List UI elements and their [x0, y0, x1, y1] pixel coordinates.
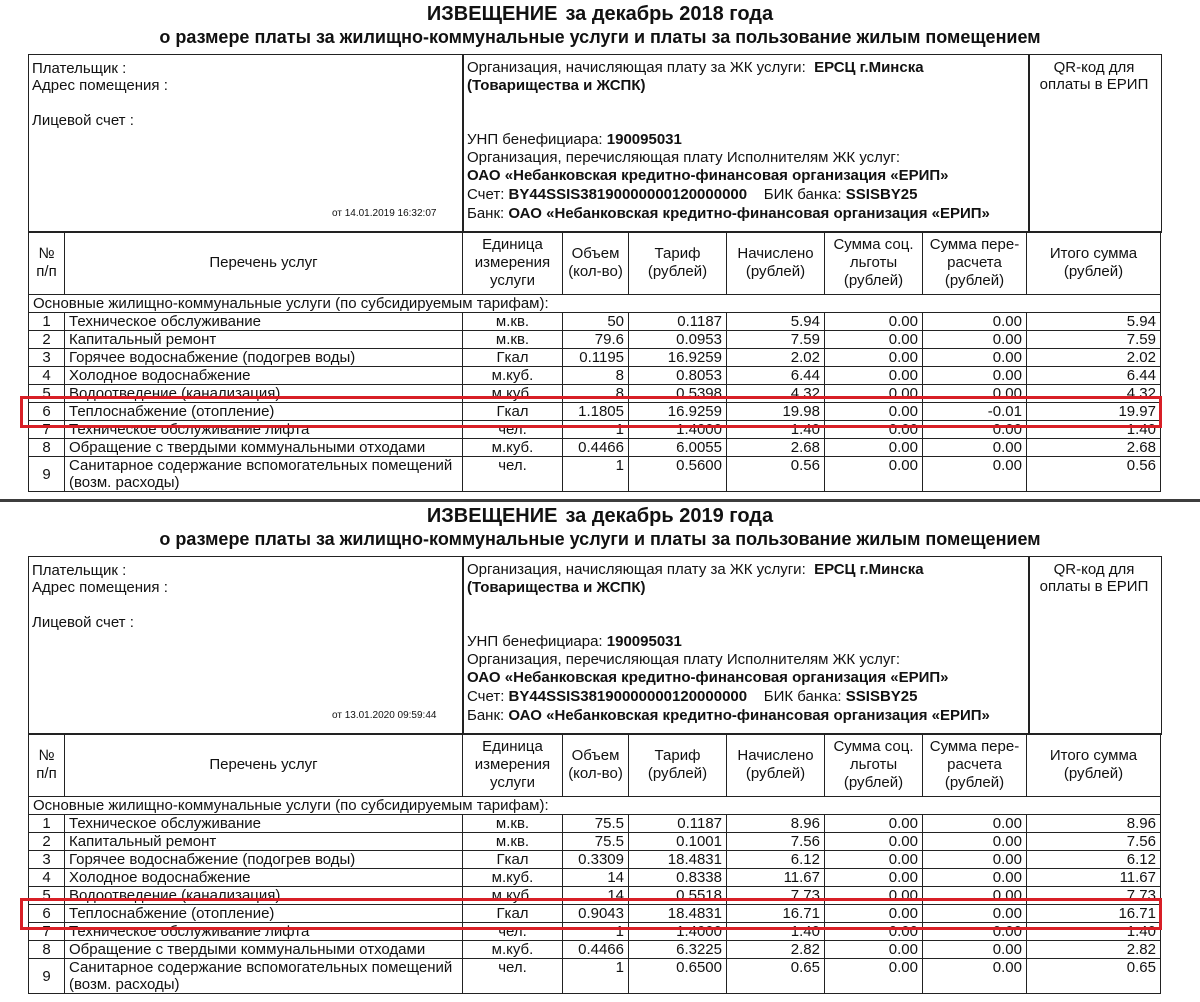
charged: 8.96 [727, 815, 825, 833]
org2-name: ОАО «Небанковская кредитно-финансовая организация «ЕРИП» [467, 167, 949, 184]
charged: 7.73 [727, 887, 825, 905]
qr-label: QR-код для оплаты в ЕРИП [1039, 59, 1149, 93]
recalculation: 0.00 [923, 457, 1027, 492]
unit: чел. [463, 457, 563, 492]
recalculation: 0.00 [923, 421, 1027, 439]
recalculation: 0.00 [923, 923, 1027, 941]
total: 2.82 [1027, 941, 1161, 959]
unit: м.кв. [463, 313, 563, 331]
tariff: 1.4000 [629, 923, 727, 941]
header-cell: Итого сумма (рублей) [1027, 232, 1161, 295]
recalculation: 0.00 [923, 815, 1027, 833]
row-number: 4 [29, 367, 65, 385]
table-row [29, 869, 1161, 887]
social-benefit: 0.00 [825, 349, 923, 367]
charged: 16.71 [727, 905, 825, 923]
volume: 8 [563, 385, 629, 403]
recalculation: 0.00 [923, 439, 1027, 457]
account-label: Лицевой счет : [32, 614, 134, 631]
row-number: 5 [29, 385, 65, 403]
service-name: Санитарное содержание вспомогательных помещений (возм. расходы) [65, 457, 463, 492]
volume: 79.6 [563, 331, 629, 349]
charged: 5.94 [727, 313, 825, 331]
highlight-heating-row [20, 898, 1162, 930]
tariff: 1.4000 [629, 421, 727, 439]
volume: 1.1805 [563, 403, 629, 421]
org2-label: Организация, перечисляющая плату Исполнителям ЖК услуг: [467, 651, 901, 668]
org2-label: Организация, перечисляющая плату Исполнителям ЖК услуг: [467, 149, 901, 166]
service-name: Техническое обслуживание [65, 313, 463, 331]
total: 6.44 [1027, 367, 1161, 385]
row-number: 8 [29, 941, 65, 959]
recalculation: 0.00 [923, 905, 1027, 923]
total: 0.56 [1027, 457, 1161, 492]
service-name: Обращение с твердыми коммунальными отходами [65, 439, 463, 457]
notice-subtitle: о размере платы за жилищно-коммунальные услуги и платы за пользование жилым помещением [159, 529, 1041, 549]
unit: м.кв. [463, 833, 563, 851]
header-cell: Тариф (рублей) [629, 734, 727, 797]
tariff: 0.8053 [629, 367, 727, 385]
service-name: Теплоснабжение (отопление) [65, 905, 463, 923]
tariff: 0.8338 [629, 869, 727, 887]
row-number: 4 [29, 869, 65, 887]
social-benefit: 0.00 [825, 869, 923, 887]
volume: 75.5 [563, 833, 629, 851]
social-benefit: 0.00 [825, 815, 923, 833]
charged: 7.59 [727, 331, 825, 349]
table-row [29, 331, 1161, 349]
volume: 8 [563, 367, 629, 385]
account-no-line: Счет: BY44SSIS38190000000120000000 БИК банка: SSISBY25 [467, 688, 918, 705]
charged: 1.40 [727, 421, 825, 439]
service-name: Водоотведение (канализация) [65, 887, 463, 905]
table-row [29, 313, 1161, 331]
volume: 1 [563, 421, 629, 439]
row-number: 8 [29, 439, 65, 457]
total: 6.12 [1027, 851, 1161, 869]
unit: чел. [463, 923, 563, 941]
bank-line: Банк: ОАО «Небанковская кредитно-финансовая организация «ЕРИП» [467, 707, 990, 724]
payer-label: Плательщик : [32, 562, 127, 579]
unit: м.куб. [463, 887, 563, 905]
row-number: 6 [29, 905, 65, 923]
recalculation: 0.00 [923, 851, 1027, 869]
address-label: Адрес помещения : [32, 579, 168, 596]
row-number: 3 [29, 851, 65, 869]
service-name: Теплоснабжение (отопление) [65, 403, 463, 421]
social-benefit: 0.00 [825, 439, 923, 457]
charged: 19.98 [727, 403, 825, 421]
social-benefit: 0.00 [825, 887, 923, 905]
unit: чел. [463, 959, 563, 994]
tariff: 0.1187 [629, 815, 727, 833]
total: 1.40 [1027, 421, 1161, 439]
timestamp: от 14.01.2019 16:32:07 [332, 208, 437, 219]
header-cell: Сумма пере-расчета (рублей) [923, 734, 1027, 797]
charged: 2.68 [727, 439, 825, 457]
recalculation: 0.00 [923, 331, 1027, 349]
notice-subtitle: о размере платы за жилищно-коммунальные услуги и платы за пользование жилым помещением [159, 27, 1041, 47]
social-benefit: 0.00 [825, 331, 923, 349]
social-benefit: 0.00 [825, 367, 923, 385]
header-cell: Итого сумма (рублей) [1027, 734, 1161, 797]
table-row [29, 959, 1161, 994]
service-name: Холодное водоснабжение [65, 367, 463, 385]
total: 7.56 [1027, 833, 1161, 851]
highlight-heating-row [20, 396, 1162, 428]
services-table [28, 733, 1161, 994]
social-benefit: 0.00 [825, 851, 923, 869]
total: 19.97 [1027, 403, 1161, 421]
row-number: 2 [29, 833, 65, 851]
social-benefit: 0.00 [825, 313, 923, 331]
charged: 6.12 [727, 851, 825, 869]
unit: м.куб. [463, 367, 563, 385]
notice-2018 [0, 0, 1200, 500]
row-number: 6 [29, 403, 65, 421]
recalculation: 0.00 [923, 385, 1027, 403]
services-table [28, 231, 1161, 492]
unp-line: УНП бенефициара: 190095031 [467, 633, 682, 650]
service-name: Водоотведение (канализация) [65, 385, 463, 403]
header-cell: Единица измерения услуги [463, 734, 563, 797]
table-header-row [29, 734, 1161, 797]
total: 1.40 [1027, 923, 1161, 941]
tariff: 0.0953 [629, 331, 727, 349]
unit: м.куб. [463, 439, 563, 457]
unit: Гкал [463, 905, 563, 923]
charged: 11.67 [727, 869, 825, 887]
org-sub: (Товарищества и ЖСПК) [467, 77, 646, 94]
header-cell: Сумма пере-расчета (рублей) [923, 232, 1027, 295]
social-benefit: 0.00 [825, 403, 923, 421]
table-header-row [29, 232, 1161, 295]
section-label: Основные жилищно-коммунальные услуги (по субсидируемым тарифам): [29, 295, 1161, 313]
social-benefit: 0.00 [825, 421, 923, 439]
row-number: 9 [29, 457, 65, 492]
service-name: Горячее водоснабжение (подогрев воды) [65, 349, 463, 367]
recalculation: 0.00 [923, 367, 1027, 385]
total: 5.94 [1027, 313, 1161, 331]
address-label: Адрес помещения : [32, 77, 168, 94]
table-row [29, 851, 1161, 869]
total: 2.02 [1027, 349, 1161, 367]
header-cell: Тариф (рублей) [629, 232, 727, 295]
header-cell: Начислено (рублей) [727, 734, 825, 797]
section-row [29, 797, 1161, 815]
charged: 4.32 [727, 385, 825, 403]
notice-2019 [0, 502, 1200, 1002]
header-cell: Перечень услуг [65, 734, 463, 797]
volume: 1 [563, 959, 629, 994]
unit: Гкал [463, 851, 563, 869]
total: 7.73 [1027, 887, 1161, 905]
volume: 1 [563, 457, 629, 492]
header-cell: № п/п [29, 232, 65, 295]
total: 16.71 [1027, 905, 1161, 923]
service-name: Техническое обслуживание лифта [65, 421, 463, 439]
service-name: Капитальный ремонт [65, 331, 463, 349]
tariff: 18.4831 [629, 851, 727, 869]
header-cell: Начислено (рублей) [727, 232, 825, 295]
account-no-line: Счет: BY44SSIS38190000000120000000 БИК банка: SSISBY25 [467, 186, 918, 203]
recalculation: 0.00 [923, 959, 1027, 994]
recalculation: 0.00 [923, 833, 1027, 851]
volume: 0.1195 [563, 349, 629, 367]
recalculation: 0.00 [923, 313, 1027, 331]
service-name: Капитальный ремонт [65, 833, 463, 851]
charged: 2.02 [727, 349, 825, 367]
recalculation: 0.00 [923, 887, 1027, 905]
qr-label: QR-код для оплаты в ЕРИП [1039, 561, 1149, 595]
header-cell: Объем (кол-во) [563, 734, 629, 797]
tariff: 16.9259 [629, 349, 727, 367]
tariff: 0.5518 [629, 887, 727, 905]
tariff: 0.1001 [629, 833, 727, 851]
row-number: 7 [29, 923, 65, 941]
unit: м.кв. [463, 331, 563, 349]
unit: м.куб. [463, 941, 563, 959]
volume: 0.3309 [563, 851, 629, 869]
unp-line: УНП бенефициара: 190095031 [467, 131, 682, 148]
volume: 75.5 [563, 815, 629, 833]
social-benefit: 0.00 [825, 959, 923, 994]
total: 2.68 [1027, 439, 1161, 457]
notice-title: ИЗВЕЩЕНИЕ за декабрь 2019 года [426, 505, 774, 527]
unit: Гкал [463, 349, 563, 367]
table-row [29, 439, 1161, 457]
total: 7.59 [1027, 331, 1161, 349]
tariff: 16.9259 [629, 403, 727, 421]
org-line: Организация, начисляющая плату за ЖК услуги: ЕРСЦ г.Минска [467, 59, 924, 76]
volume: 50 [563, 313, 629, 331]
unit: м.куб. [463, 385, 563, 403]
tariff: 0.5600 [629, 457, 727, 492]
table-row [29, 833, 1161, 851]
table-row [29, 367, 1161, 385]
recalculation: 0.00 [923, 941, 1027, 959]
service-name: Обращение с твердыми коммунальными отходами [65, 941, 463, 959]
tariff: 6.0055 [629, 439, 727, 457]
table-row [29, 457, 1161, 492]
notice-title: ИЗВЕЩЕНИЕ за декабрь 2018 года [426, 3, 774, 25]
recalculation: -0.01 [923, 403, 1027, 421]
timestamp: от 13.01.2020 09:59:44 [332, 710, 437, 721]
volume: 0.9043 [563, 905, 629, 923]
volume: 14 [563, 887, 629, 905]
social-benefit: 0.00 [825, 833, 923, 851]
org-sub: (Товарищества и ЖСПК) [467, 579, 646, 596]
unit: м.кв. [463, 815, 563, 833]
charged: 1.40 [727, 923, 825, 941]
header-cell: Перечень услуг [65, 232, 463, 295]
volume: 0.4466 [563, 439, 629, 457]
section-row [29, 295, 1161, 313]
social-benefit: 0.00 [825, 385, 923, 403]
service-name: Холодное водоснабжение [65, 869, 463, 887]
payer-label: Плательщик : [32, 60, 127, 77]
recalculation: 0.00 [923, 349, 1027, 367]
row-number: 1 [29, 815, 65, 833]
section-label: Основные жилищно-коммунальные услуги (по субсидируемым тарифам): [29, 797, 1161, 815]
unit: Гкал [463, 403, 563, 421]
tariff: 18.4831 [629, 905, 727, 923]
header-cell: Объем (кол-во) [563, 232, 629, 295]
service-name: Горячее водоснабжение (подогрев воды) [65, 851, 463, 869]
charged: 7.56 [727, 833, 825, 851]
total: 4.32 [1027, 385, 1161, 403]
header-cell: Единица измерения услуги [463, 232, 563, 295]
tariff: 0.1187 [629, 313, 727, 331]
header-cell: Сумма соц. льготы (рублей) [825, 734, 923, 797]
service-name: Санитарное содержание вспомогательных помещений (возм. расходы) [65, 959, 463, 994]
org-line: Организация, начисляющая плату за ЖК услуги: ЕРСЦ г.Минска [467, 561, 924, 578]
row-number: 9 [29, 959, 65, 994]
volume: 0.4466 [563, 941, 629, 959]
total: 11.67 [1027, 869, 1161, 887]
unit: чел. [463, 421, 563, 439]
bank-line: Банк: ОАО «Небанковская кредитно-финансовая организация «ЕРИП» [467, 205, 990, 222]
table-row [29, 349, 1161, 367]
charged: 0.56 [727, 457, 825, 492]
org2-name: ОАО «Небанковская кредитно-финансовая организация «ЕРИП» [467, 669, 949, 686]
tariff: 0.5398 [629, 385, 727, 403]
charged: 0.65 [727, 959, 825, 994]
row-number: 5 [29, 887, 65, 905]
total: 8.96 [1027, 815, 1161, 833]
tariff: 0.6500 [629, 959, 727, 994]
row-number: 3 [29, 349, 65, 367]
volume: 14 [563, 869, 629, 887]
tariff: 6.3225 [629, 941, 727, 959]
social-benefit: 0.00 [825, 457, 923, 492]
social-benefit: 0.00 [825, 923, 923, 941]
service-name: Техническое обслуживание лифта [65, 923, 463, 941]
charged: 6.44 [727, 367, 825, 385]
total: 0.65 [1027, 959, 1161, 994]
volume: 1 [563, 923, 629, 941]
social-benefit: 0.00 [825, 905, 923, 923]
recalculation: 0.00 [923, 869, 1027, 887]
social-benefit: 0.00 [825, 941, 923, 959]
header-cell: Сумма соц. льготы (рублей) [825, 232, 923, 295]
header-cell: № п/п [29, 734, 65, 797]
service-name: Техническое обслуживание [65, 815, 463, 833]
unit: м.куб. [463, 869, 563, 887]
account-label: Лицевой счет : [32, 112, 134, 129]
charged: 2.82 [727, 941, 825, 959]
table-row [29, 815, 1161, 833]
table-row [29, 941, 1161, 959]
row-number: 7 [29, 421, 65, 439]
row-number: 1 [29, 313, 65, 331]
row-number: 2 [29, 331, 65, 349]
